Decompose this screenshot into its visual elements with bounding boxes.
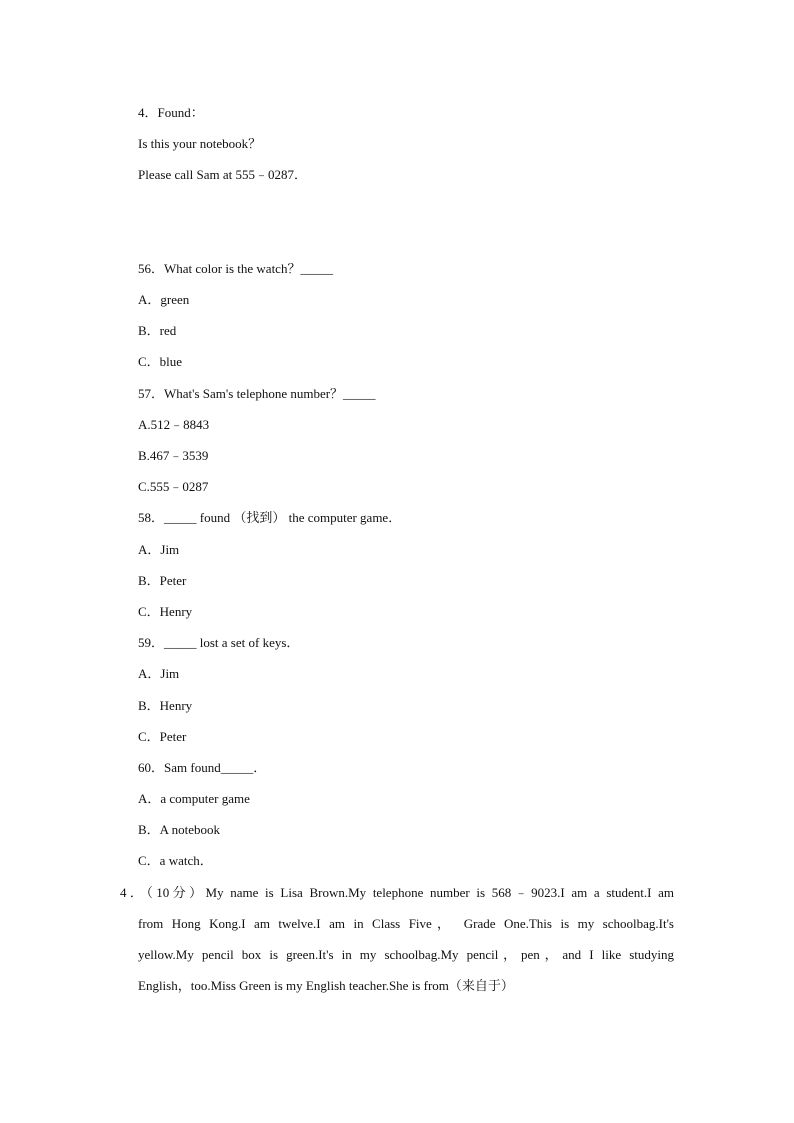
passage-line: from Hong Kong.I am twelve.I am in Class Five， Grade One.This is my schoolbag.It's — [138, 916, 674, 931]
option-b: B．Henry — [138, 698, 193, 713]
question-stem: 56．What color is the watch？_____ — [138, 261, 333, 276]
passage-line: yellow.My pencil box is green.It's in my schoolbag.My pencil，pen，and I like studying — [138, 947, 674, 962]
notice-line-2: Please call Sam at 555﹣0287． — [138, 167, 307, 182]
question-stem: 60．Sam found_____． — [138, 760, 267, 775]
option-a: A．a computer game — [138, 791, 250, 806]
question-stem: 59．_____ lost a set of keys． — [138, 635, 300, 650]
option-c: C．Peter — [138, 729, 187, 744]
option-c: C．Henry — [138, 604, 193, 619]
option-b: B．Peter — [138, 573, 187, 588]
option-c: C.555﹣0287 — [138, 479, 209, 494]
question-stem: 58．_____ found （找到） the computer game． — [138, 510, 402, 525]
option-a: A．Jim — [138, 542, 180, 557]
option-b: B．A notebook — [138, 822, 220, 837]
passage-line: English，too.Miss Green is my English teacher.She is from（来自于） — [138, 978, 514, 993]
option-a: A．green — [138, 292, 190, 307]
passage-line: 4．（10分）My name is Lisa Brown.My telephone number is 568﹣9023.I am a student.I am — [120, 885, 674, 900]
notice-line-1: Is this your notebook？ — [138, 136, 262, 151]
option-c: C．a watch． — [138, 853, 213, 868]
option-b: B.467﹣3539 — [138, 448, 209, 463]
reading-passage — [120, 885, 674, 1009]
option-a: A.512﹣8843 — [138, 417, 210, 432]
option-a: A．Jim — [138, 666, 180, 681]
notice-title: 4．Found： — [138, 105, 204, 120]
option-b: B．red — [138, 323, 177, 338]
option-c: C．blue — [138, 354, 183, 369]
question-stem: 57．What's Sam's telephone number？_____ — [138, 386, 376, 401]
